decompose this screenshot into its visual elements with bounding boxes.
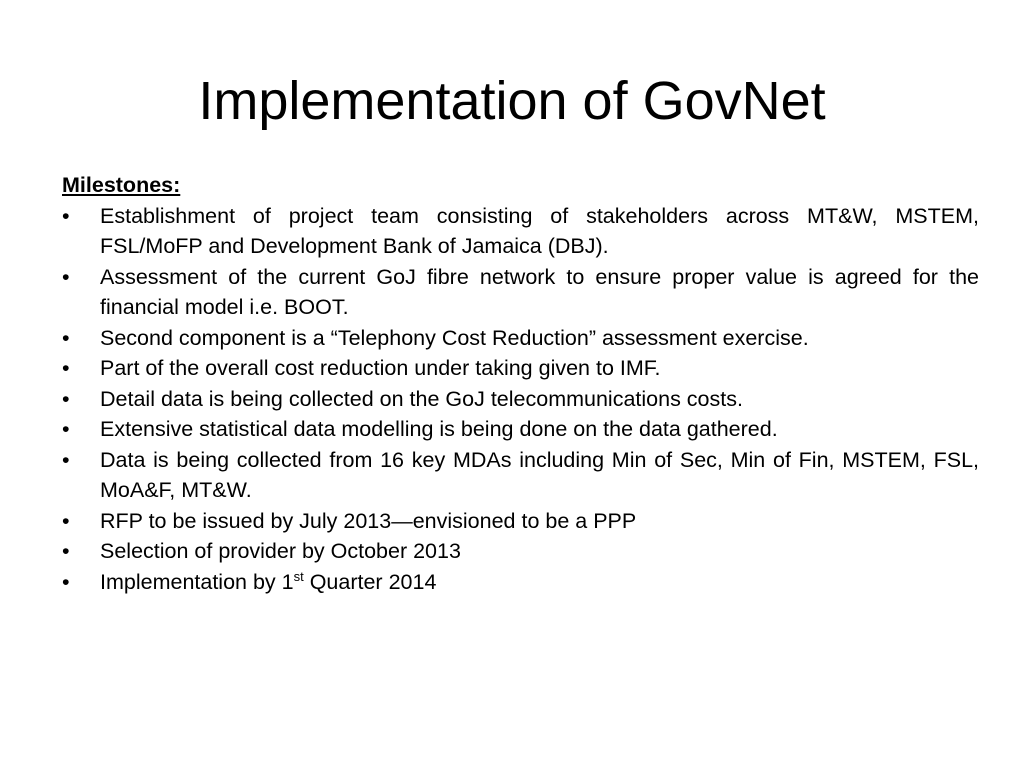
bullet-icon: • [62,386,70,411]
list-item-text-start: Implementation by 1 [100,569,294,594]
list-item [62,567,979,598]
slide-body [62,170,979,597]
bullet-icon: • [62,508,70,533]
bullet-icon: • [62,325,70,350]
list-item [62,445,979,506]
list-item-text-end: Quarter 2014 [303,569,437,594]
list-item-text: Establishment of project team consisting of stakeholders across MT&W, MSTEM, FSL/MoFP and Development Bank of Jamaica (DBJ). [100,203,979,258]
section-heading: Milestones: [62,173,181,197]
bullet-icon: • [62,203,70,228]
bullet-icon: • [62,569,70,594]
milestones-list [62,201,979,598]
list-item-text [100,570,436,594]
list-item [62,384,979,415]
list-item [62,536,979,567]
bullet-icon: • [62,356,70,380]
list-item-text: Data is being collected from 16 key MDAs including Min of Sec, Min of Fin, MSTEM, FSL, MoA&F, MT&W. [100,447,979,502]
list-item [62,262,979,323]
list-item [62,323,979,354]
list-item [62,506,979,537]
list-item-text: Assessment of the current GoJ fibre network to ensure proper value is agreed for the financial model i.e. BOOT. [100,264,979,319]
list-item-text: Selection of provider by October 2013 [100,539,461,563]
ordinal-superscript: st [293,568,304,584]
list-item [62,353,979,384]
list-item [62,201,979,262]
list-item-text: Part of the overall cost reduction under taking given to IMF. [100,356,661,380]
list-item [62,414,979,445]
bullet-icon: • [62,264,70,289]
bullet-icon: • [62,447,70,472]
list-item-text: Extensive statistical data modelling is being done on the data gathered. [100,417,778,441]
slide-title: Implementation of GovNet [198,71,826,131]
list-item-text: Detail data is being collected on the GoJ telecommunications costs. [100,386,743,411]
list-item-text: Second component is a “Telephony Cost Reduction” assessment exercise. [100,325,809,350]
bullet-icon: • [62,417,70,441]
bullet-icon: • [62,539,70,563]
list-item-text: RFP to be issued by July 2013—envisioned to be a PPP [100,508,637,533]
